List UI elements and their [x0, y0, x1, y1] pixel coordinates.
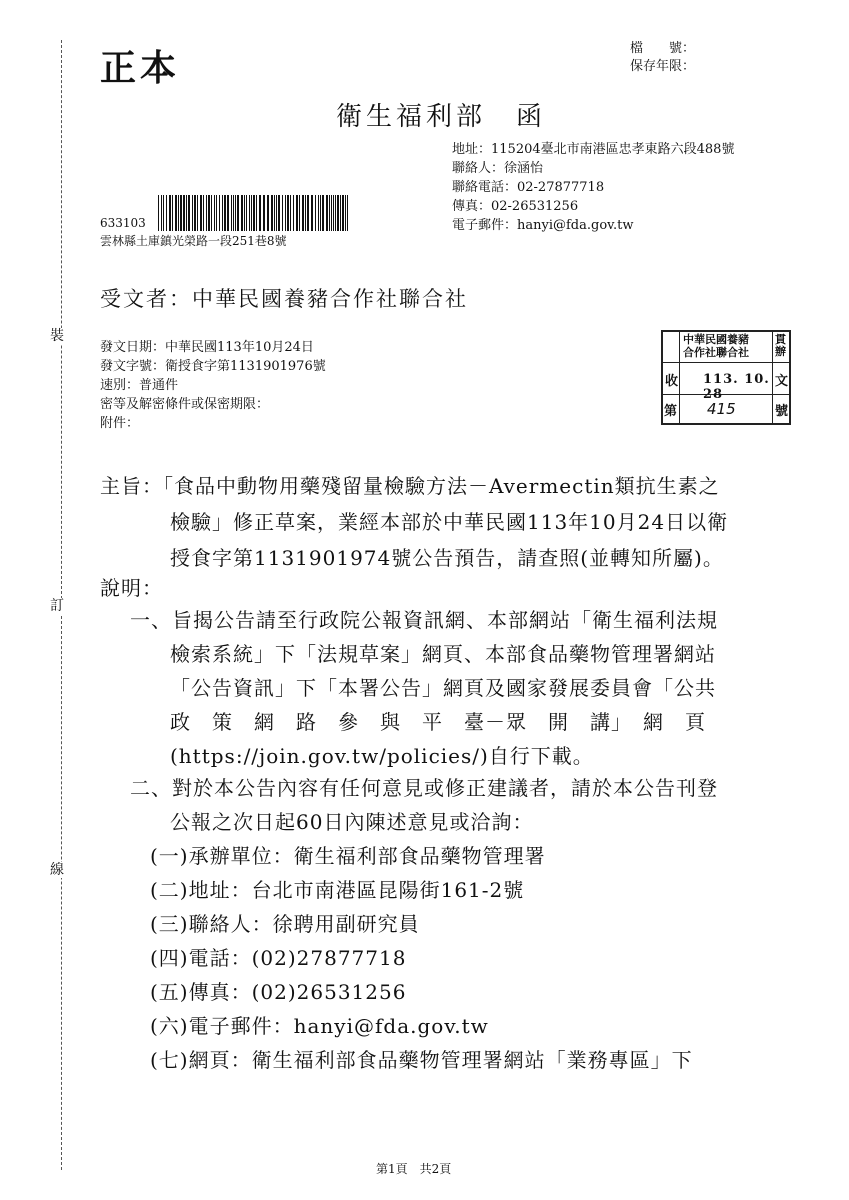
- stamp-left-mid: 收: [665, 374, 679, 389]
- subject-line-2: 檢驗」修正草案，業經本部於中華民國113年10月24日以衛: [170, 510, 729, 534]
- item2-line-2: 公報之次日起60日內陳述意見或洽詢：: [170, 810, 534, 834]
- document-meta: [100, 338, 326, 433]
- binding-char-zhuang: 裝: [50, 328, 64, 344]
- binding-char-ding: 訂: [50, 598, 64, 614]
- retention-period-label: 保存年限：: [630, 59, 696, 74]
- sender-info: [452, 140, 734, 235]
- sub-item-2: (二)地址：台北市南港區昆陽街161-2號: [150, 878, 525, 902]
- page-number: 第1頁 共2頁: [376, 1162, 452, 1176]
- stamp-left-bottom: 第: [664, 404, 678, 419]
- item2-line-1: 二、對於本公告內容有任何意見或修正建議者，請於本公告刊登: [130, 776, 718, 800]
- sender-fax: 傳真：02-26531256: [452, 199, 579, 214]
- stamp-right-mid: 文: [774, 374, 788, 389]
- recipient-line: 受文者：中華民國養豬合作社聯合社: [100, 287, 468, 311]
- binding-char-xian: 線: [50, 862, 64, 878]
- issue-date: 發文日期：中華民國113年10月24日: [100, 340, 314, 355]
- sender-email: 電子郵件：hanyi@fda.gov.tw: [452, 218, 634, 233]
- subject-line-1: 主旨：「食品中動物用藥殘留量檢驗方法－Avermectin類抗生素之: [100, 474, 720, 498]
- item1-line-4: 政 策 網 路 參 與 平 臺－眾 開 講」 網 頁: [170, 710, 706, 734]
- recipient-address: 雲林縣土庫鎮光榮路一段251巷8號: [100, 234, 287, 248]
- sub-item-7: (七)網頁：衛生福利部食品藥物管理署網站「業務專區」下: [150, 1048, 693, 1072]
- sub-item-3: (三)聯絡人：徐聘用副研究員: [150, 912, 420, 936]
- stamp-org-line2: 合作社聯合社: [683, 346, 749, 359]
- sender-contact: 聯絡人：徐涵怡: [452, 161, 544, 176]
- item1-line-5: (https://join.gov.tw/policies/)自行下載。: [170, 744, 594, 768]
- sub-item-6: (六)電子郵件：hanyi@fda.gov.tw: [150, 1014, 489, 1038]
- item1-line-2: 檢索系統」下「法規草案」網頁、本部食品藥物管理署網站: [170, 642, 716, 666]
- sub-item-5: (五)傳真：(02)26531256: [150, 980, 407, 1004]
- attachment-label: 附件：: [100, 416, 140, 431]
- stamp-date: 113. 10. 28: [703, 372, 770, 402]
- item1-line-3: 「公告資訊」下「本署公告」網頁及國家發展委員會「公共: [170, 676, 716, 700]
- sender-phone: 聯絡電話：02-27877718: [452, 180, 605, 195]
- secrecy-level: 密等及解密條件或保密期限：: [100, 397, 270, 412]
- archive-number-label: 檔 號：: [630, 41, 696, 56]
- stamp-org-line1: 中華民國養豬: [683, 333, 749, 346]
- delivery-speed: 速別：普通件: [100, 378, 179, 393]
- sender-address: 地址：115204臺北市南港區忠孝東路六段488號: [452, 142, 735, 157]
- item1-line-1: 一、旨揭公告請至行政院公報資訊網、本部網站「衛生福利法規: [130, 608, 718, 632]
- document-number: 發文字號：衛授食字第1131901976號: [100, 359, 326, 374]
- receipt-stamp: [661, 330, 791, 425]
- stamp-right-bottom: 號: [774, 404, 788, 419]
- document-title: 衛生福利部 函: [336, 102, 547, 132]
- sub-item-1: (一)承辦單位：衛生福利部食品藥物管理署: [150, 844, 546, 868]
- copy-type-label: 正本: [100, 47, 181, 89]
- barcode-image: [158, 195, 348, 231]
- subject-line-3: 授食字第1131901974號公告預告，請查照(並轉知所屬)。: [170, 546, 724, 570]
- recipient-postcode: 633103: [100, 216, 146, 230]
- explanation-label: 說明：: [100, 576, 163, 600]
- sub-item-4: (四)電話：(02)27877718: [150, 946, 407, 970]
- stamp-number: 415: [707, 400, 736, 418]
- stamp-right-top: 貫辦: [775, 333, 786, 358]
